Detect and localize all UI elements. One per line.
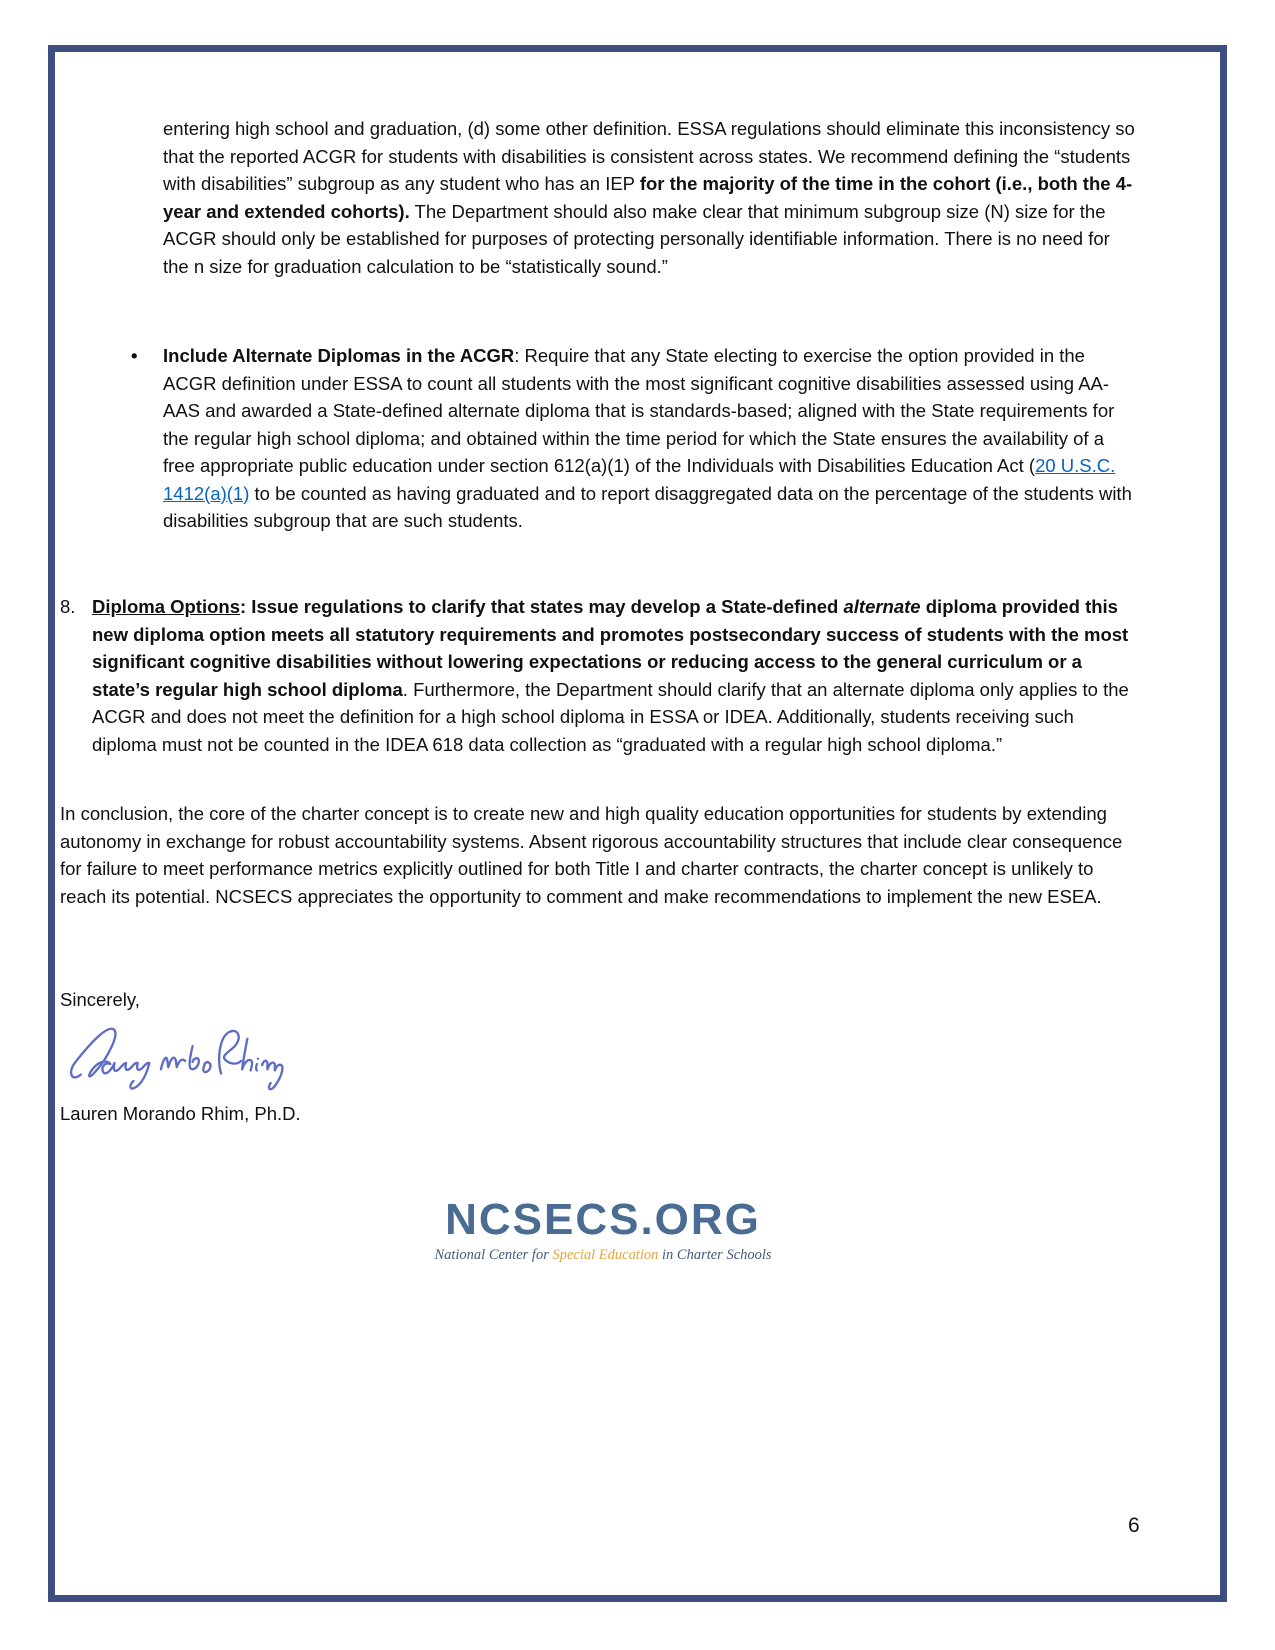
- text-run: Special Education: [552, 1247, 659, 1263]
- text-run: In conclusion, the core of the charter concept is to create new and high quality education opportunities for students by extending autonomy in exchange for robust accountability systems. Absent rigorous accountability structures that include clear consequence for failure to meet performance metrics explicitly outlined for both Title I and charter contracts, the charter concept is unlikely to reach its potential. NCSECS appreciates the opportunity to comment and make recommendations to implement the new ESEA.: [60, 803, 1123, 907]
- text-run: to be counted as having graduated and to report disaggregated data on the percentage of the students with disabilities subgroup that are such students.: [163, 482, 1132, 531]
- paragraph-conclusion: [60, 800, 1138, 910]
- usc-1412-link[interactable]: 20 U.S.C. 1412(a)(1): [163, 455, 1116, 504]
- text-run: for the majority of the time in the cohort (i.e., both the 4-year and extended cohorts).: [163, 173, 1133, 222]
- signer-name: Lauren Morando Rhim, Ph.D.: [60, 1103, 301, 1124]
- text-run: Diploma Options: [92, 596, 240, 617]
- signature: [66, 1012, 298, 1094]
- text-run: diploma provided this new diploma option meets all statutory requirements and promotes postsecondary success of students with the most significant cognitive disabilities without lowering expectations or reducing access to the general curriculum or a state’s regular high school diploma: [92, 596, 1129, 700]
- text-run: entering high school and graduation, (d) some other definition. ESSA regulations should eliminate this inconsistency so that the reported ACGR for students with disabilities is consistent across states. We recommend defining the “students with disabilities” subgroup as any student who has an IEP: [163, 118, 1135, 194]
- text-run: National Center for: [434, 1247, 553, 1263]
- bullet-marker: •: [131, 345, 138, 366]
- paragraph-diploma-options: [92, 593, 1138, 758]
- text-run: Include Alternate Diplomas in the ACGR: [163, 345, 515, 366]
- logo-tagline: [403, 1247, 803, 1264]
- paragraph-acgr-continuation: [163, 115, 1138, 280]
- text-run: The Department should also make clear that minimum subgroup size (N) size for the ACGR should only be established for purposes of protecting personally identifiable information. There is no need for the n size for graduation calculation to be “statistically sound.”: [163, 200, 1110, 277]
- text-run: : Require that any State electing to exercise the option provided in the ACGR definition under ESSA to count all students with the most significant cognitive disabilities assessed using AA-AAS and awarded a State-defined alternate diploma that is standards-based; aligned with the State requirements for the regular high school diploma; and obtained within the time period for which the State ensures the availability of a free appropriate public education under section 612(a)(1) of the Individuals with Disabilities Education Act (: [163, 345, 1115, 476]
- text-run: in Charter Schools: [658, 1247, 772, 1263]
- bullet-include-alternate-diplomas: [163, 342, 1138, 535]
- closing-salutation: Sincerely,: [60, 989, 140, 1010]
- page-number: 6: [1128, 1514, 1140, 1537]
- text-run: . Furthermore, the Department should clarify that an alternate diploma only applies to the ACGR and does not meet the definition for a high school diploma in ESSA or IDEA. Additionally, students receiving such diploma must not be counted in the IDEA 618 data collection as “graduated with a regular high school diploma.”: [92, 678, 1129, 755]
- text-run: : Issue regulations to clarify that states may develop a State-defined: [240, 596, 844, 617]
- text-run: alternate: [843, 596, 921, 617]
- list-number-8: 8.: [60, 596, 76, 617]
- ncsecs-logo: [403, 1196, 803, 1264]
- logo-title: NCSECS.ORG: [445, 1195, 761, 1244]
